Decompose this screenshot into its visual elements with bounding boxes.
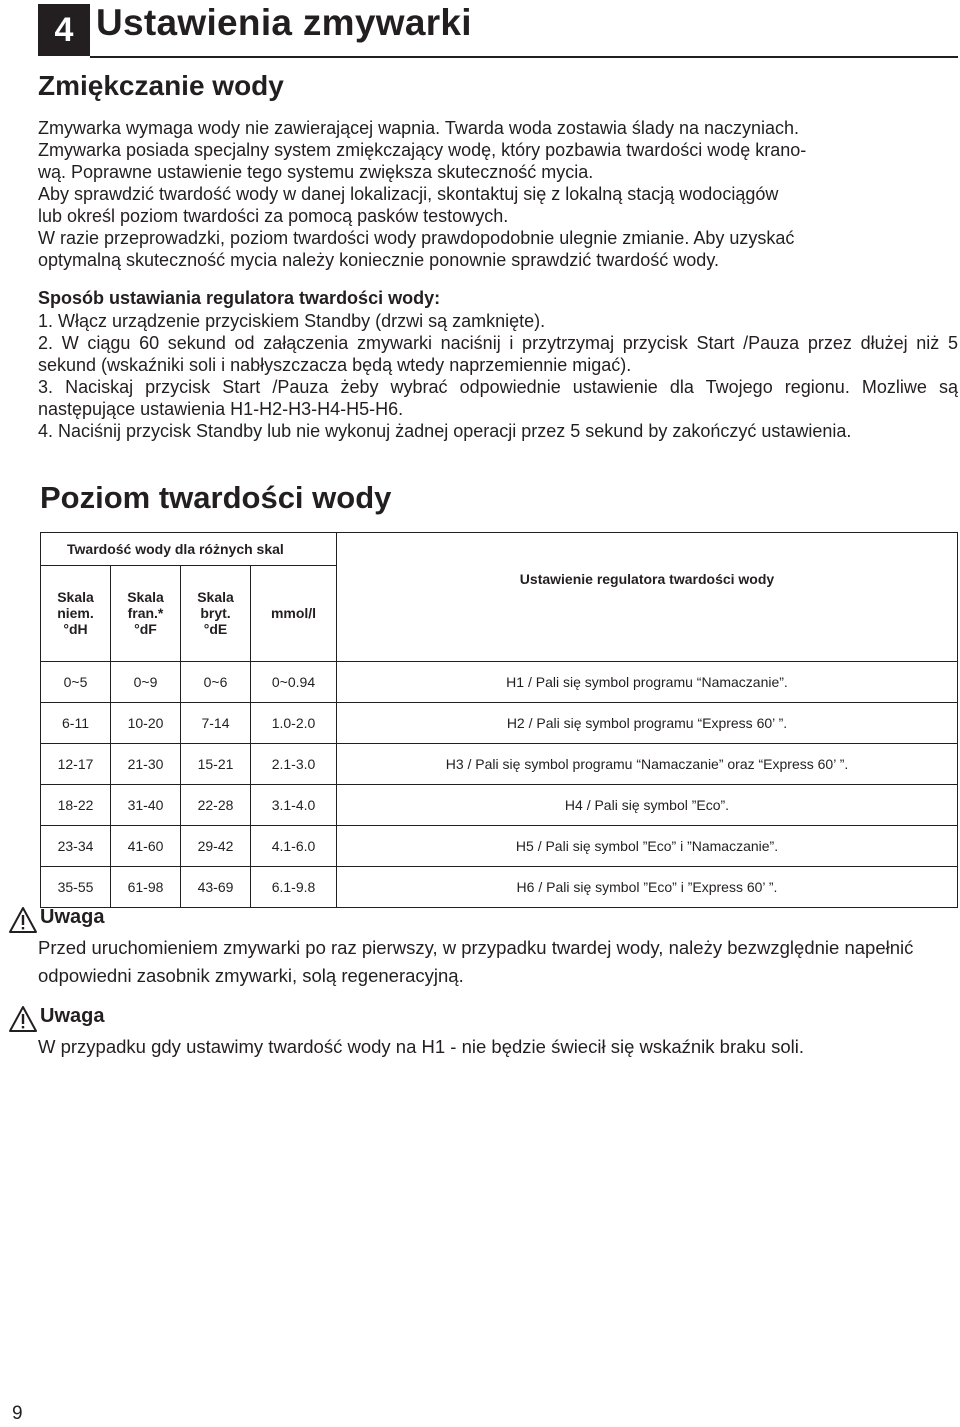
cell-de: 22-28 — [181, 785, 251, 826]
step-item: 3. Naciskaj przycisk Start /Pauza żeby wybrać odpowiednie ustawienie dla Twojego regionu. Mozliwe są następujące ustawienia H1-H2-H3-H4-H5-H6. — [38, 377, 958, 419]
cell-mmol: 3.1-4.0 — [251, 785, 337, 826]
column-header-mmol — [251, 565, 337, 661]
table-row — [41, 826, 958, 867]
cell-dh: 6-11 — [41, 703, 111, 744]
header-line: Skala — [127, 589, 164, 606]
cell-mmol: 0~0.94 — [251, 662, 337, 703]
step-item: 4. Naciśnij przycisk Standby lub nie wykonuj żadnej operacji przez 5 sekund by zakończyć ustawienia. — [38, 421, 852, 441]
column-header-de — [181, 565, 251, 661]
cell-setting: H2 / Pali się symbol programu “Express 60’ ”. — [337, 703, 958, 744]
warning-heading — [8, 906, 104, 934]
intro-line: optymalną skuteczność mycia należy koniecznie ponownie sprawdzić twardość wody. — [38, 250, 719, 270]
chapter-title: Ustawienia zmywarki — [96, 2, 472, 43]
cell-df: 21-30 — [111, 744, 181, 785]
cell-setting: H3 / Pali się symbol programu “Namaczanie” oraz “Express 60’ ”. — [337, 744, 958, 785]
header-line: fran.* — [127, 605, 164, 622]
table-row — [41, 703, 958, 744]
cell-dh: 0~5 — [41, 662, 111, 703]
cell-mmol: 1.0-2.0 — [251, 703, 337, 744]
warning-triangle-icon — [8, 906, 38, 934]
table-row — [41, 662, 958, 703]
header-line: Skala — [57, 589, 94, 606]
steps-list — [38, 310, 958, 442]
column-header-df — [111, 565, 181, 661]
section-title-softening: Zmiękczanie wody — [38, 70, 284, 101]
cell-setting: H5 / Pali się symbol ”Eco” i ”Namaczanie”. — [337, 826, 958, 867]
warning-text: W przypadku gdy ustawimy twardość wody na H1 - nie będzie świecił się wskaźnik braku soli. — [38, 1036, 804, 1057]
intro-paragraph — [38, 117, 958, 271]
warning-title: Uwaga — [40, 1005, 105, 1027]
page-number: 9 — [12, 1403, 23, 1424]
section-title-hardness: Poziom twardości wody — [40, 480, 392, 515]
steps-title: Sposób ustawiania regulatora twardości wody: — [38, 288, 441, 308]
intro-line: Zmywarka posiada specjalny system zmiękczający wodę, który pozbawia twardości wodę krano- — [38, 140, 807, 160]
intro-line: W razie przeprowadzki, poziom twardości wody prawdopodobnie ulegnie zmianie. Aby uzyskać — [38, 228, 795, 248]
chapter-number: 4 — [54, 10, 74, 49]
cell-dh: 18-22 — [41, 785, 111, 826]
cell-mmol: 2.1-3.0 — [251, 744, 337, 785]
hardness-table — [40, 532, 958, 908]
header-line: Skala — [197, 589, 234, 606]
cell-df: 10-20 — [111, 703, 181, 744]
cell-setting: H4 / Pali się symbol ”Eco”. — [337, 785, 958, 826]
chapter-number-badge — [38, 4, 90, 56]
warning-title: Uwaga — [40, 906, 105, 928]
header-line: niem. — [57, 605, 94, 622]
header-line: °dE — [203, 621, 228, 638]
column-header-dh — [41, 565, 111, 661]
header-line: mmol/l — [270, 605, 317, 622]
table-row — [41, 867, 958, 908]
setting-header: Ustawienie regulatora twardości wody — [337, 533, 958, 662]
cell-de: 29-42 — [181, 826, 251, 867]
cell-df: 61-98 — [111, 867, 181, 908]
cell-df: 31-40 — [111, 785, 181, 826]
table-row — [41, 744, 958, 785]
warning-text: Przed uruchomieniem zmywarki po raz pierwszy, w przypadku twardej wody, należy bezwzględnie napełnić odpowiedni zasobnik zmywarki, solą regeneracyjną. — [38, 937, 914, 986]
header-line: °dH — [63, 621, 88, 638]
table-group-header: Twardość wody dla różnych skal — [41, 533, 337, 566]
intro-line: wą. Poprawne ustawienie tego systemu zwiększa skuteczność mycia. — [38, 162, 594, 182]
header-line: °dF — [134, 621, 157, 638]
warning-triangle-icon — [8, 1005, 38, 1033]
intro-line: Aby sprawdzić twardość wody w danej lokalizacji, skontaktuj się z lokalną stacją wodociągów — [38, 184, 779, 204]
table-row — [41, 785, 958, 826]
cell-de: 7-14 — [181, 703, 251, 744]
intro-line: Zmywarka wymaga wody nie zawierającej wapnia. Twarda woda zostawia ślady na naczyniach. — [38, 118, 800, 138]
cell-de: 0~6 — [181, 662, 251, 703]
cell-mmol: 6.1-9.8 — [251, 867, 337, 908]
cell-de: 43-69 — [181, 867, 251, 908]
cell-mmol: 4.1-6.0 — [251, 826, 337, 867]
cell-de: 15-21 — [181, 744, 251, 785]
cell-df: 0~9 — [111, 662, 181, 703]
cell-dh: 23-34 — [41, 826, 111, 867]
cell-setting: H6 / Pali się symbol ”Eco” i ”Express 60’ ”. — [337, 867, 958, 908]
header-line: bryt. — [200, 605, 231, 622]
cell-df: 41-60 — [111, 826, 181, 867]
header-rule — [90, 56, 958, 58]
warning-heading — [8, 1005, 104, 1033]
intro-line: lub określ poziom twardości za pomocą pasków testowych. — [38, 206, 509, 226]
step-item: 2. W ciągu 60 sekund od załączenia zmywarki naciśnij i przytrzymaj przycisk Start /Pauza przez dłużej niż 5 sekund (wskaźniki soli i nabłyszczacza będą wtedy naprzemiennie migać). — [38, 333, 958, 375]
cell-setting: H1 / Pali się symbol programu “Namaczanie”. — [337, 662, 958, 703]
step-item: 1. Włącz urządzenie przyciskiem Standby (drzwi są zamknięte). — [38, 311, 546, 331]
cell-dh: 35-55 — [41, 867, 111, 908]
cell-dh: 12-17 — [41, 744, 111, 785]
